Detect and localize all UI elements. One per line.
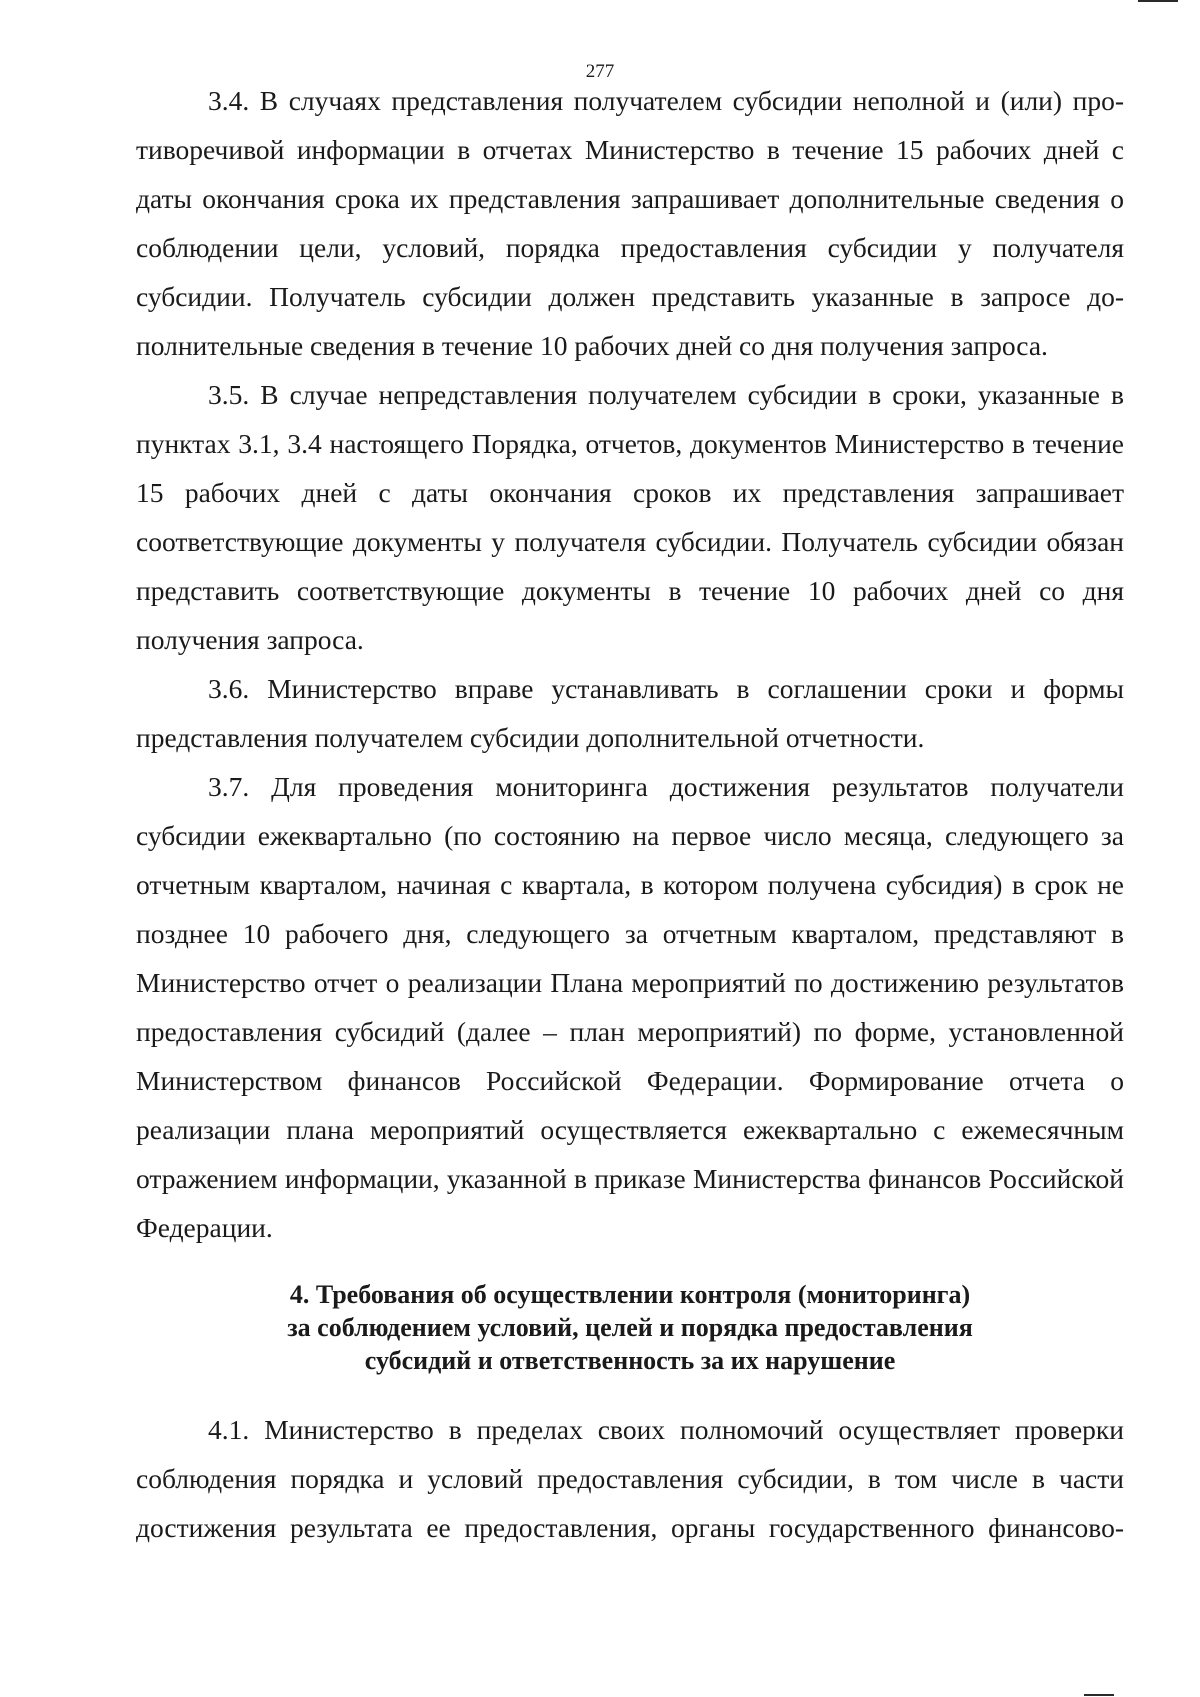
paragraph-4-1: 4.1. Министерство в пределах своих полномочий осуществляет проверки соблюдения порядка и условий предоставления субсидии, в том числе в части достижения результата ее предоставления, органы государственного финансово- [136, 1414, 1124, 1543]
scan-artifact-bottom-right [1084, 1694, 1114, 1696]
paragraph-3-6: 3.6. Министерство вправе устанавливать в соглашении сроки и формы представления получателем субсидии дополнительной отчетности. [136, 673, 1124, 753]
paragraph-3-7: 3.7. Для проведения мониторинга достижения результатов получатели субсидии ежеквартально (по состоянию на первое число месяца, следующего за отчетным кварталом, начиная с квартала, в котором получена субсидия) в срок не позднее 10 рабочего дня, следующего за отчетным кварталом, представляют в Министерство отчет о реализации Плана мероприятий по достижению результатов предоставления субсидий (далее – план мероприятий) по форме, установленной Министерством финансов Российской Федерации. Формирование отчета о реализации плана мероприятий осуществляется ежеквартально с ежемесячным отражением информации, указанной в приказе Министерства финансов Российской Федерации. [136, 771, 1124, 1243]
paragraph-3-5: 3.5. В случае непредставления получателем субсидии в сроки, указанные в пунктах 3.1, 3.4 настоящего Порядка, отчетов, документов Министерство в течение 15 рабочих дней с даты окончания сроков их представления запрашивает соответствующие документы у получателя субсидии. Получатель субсидии обязан представить соответствующие документы в течение 10 рабочих дней со дня получения запроса. [136, 379, 1124, 655]
scan-artifact-top-right [1138, 0, 1178, 2]
paragraph-3-4: 3.4. В случаях представления получателем субсидии неполной и (или) противоречивой информации в отчетах Министерство в течение 15 рабочих дней с даты окончания срока их представления запрашивает дополнительные сведения о соблюдении цели, условий, порядка предоставления субсидии у получателя субсидии. Получатель субсидии должен представить указанные в запросе дополнительные сведения в течение 10 рабочих дней со дня получения запроса. [136, 85, 1124, 361]
section-4-heading-line-1: 4. Требования об осуществлении контроля (мониторинга) [289, 1280, 971, 1309]
document-body [136, 76, 1124, 1552]
page-number: 277 [585, 61, 615, 82]
section-4-heading-line-3: субсидий и ответственность за их нарушение [364, 1346, 896, 1375]
section-4-heading-line-2: за соблюдением условий, целей и порядка предоставления [287, 1313, 973, 1342]
section-4-heading [136, 1278, 1124, 1377]
